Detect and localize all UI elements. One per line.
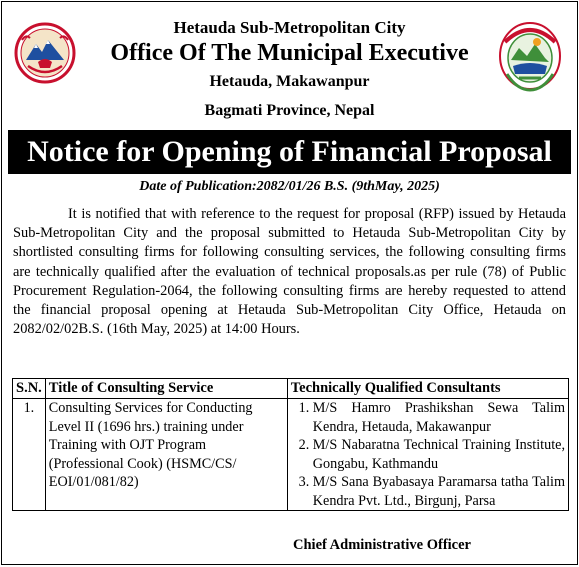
consultants-table (12, 378, 569, 511)
hetauda-municipality-logo-icon (497, 20, 563, 94)
notice-page (1, 1, 578, 565)
consultant-item: 3. M/S Sana Byabasaya Paramarsa tatha Talim Kendra Pvt. Ltd., Birgunj, Parsa (313, 473, 565, 510)
publication-date: Date of Publication:2082/01/26 B.S. (9thMay, 2025) (139, 179, 440, 194)
city-name: Hetauda Sub-Metropolitan City (173, 18, 406, 37)
header-consultants: Technically Qualified Consultants (287, 379, 568, 399)
notice-title: Notice for Opening of Financial Proposal (8, 130, 571, 174)
row-sn: 1. (13, 399, 46, 511)
province-line: Bagmati Province, Nepal (204, 102, 375, 119)
consultant-list (291, 399, 565, 510)
row-service: Consulting Services for Conducting Level II (1696 hrs.) training under Training with OJT Program (Professional Cook) (HSMC/CS/ EOI/01/081/82) (45, 399, 287, 511)
signatory-title: Chief Administrative Officer (293, 537, 471, 553)
header-sn: S.N. (13, 379, 46, 399)
table-row (13, 399, 569, 511)
consultant-item: 1. M/S Hamro Prashikshan Sewa Talim Kendra, Hetauda, Makawanpur (313, 399, 565, 436)
consultant-item: 2. M/S Nabaratna Technical Training Institute, Gongabu, Kathmandu (313, 436, 565, 473)
row-consultants (287, 399, 568, 511)
header-service: Title of Consulting Service (45, 379, 287, 399)
letterhead (2, 2, 577, 130)
office-name: Office Of The Municipal Executive (110, 40, 469, 66)
table-header-row (13, 379, 569, 399)
address-line: Hetauda, Makawanpur (209, 73, 370, 90)
notice-body: It is notified that with reference to the request for proposal (RFP) issued by Hetauda Sub-Metropolitan City and the proposal submitted to Hetauda Sub-Metropolitan City by shortlisted consulting firms for following consulting services, the following consulting firms are technically qualified after the evaluation of technical proposals.as per rule (78) of Public Procurement Regulation-2064, the following consulting firms are hereby requested to attend the financial proposal opening at Hetauda Sub-Metropolitan City Office, Hetauda on 2082/02/02B.S. (16th May, 2025) at 14:00 Hours. (13, 206, 566, 338)
